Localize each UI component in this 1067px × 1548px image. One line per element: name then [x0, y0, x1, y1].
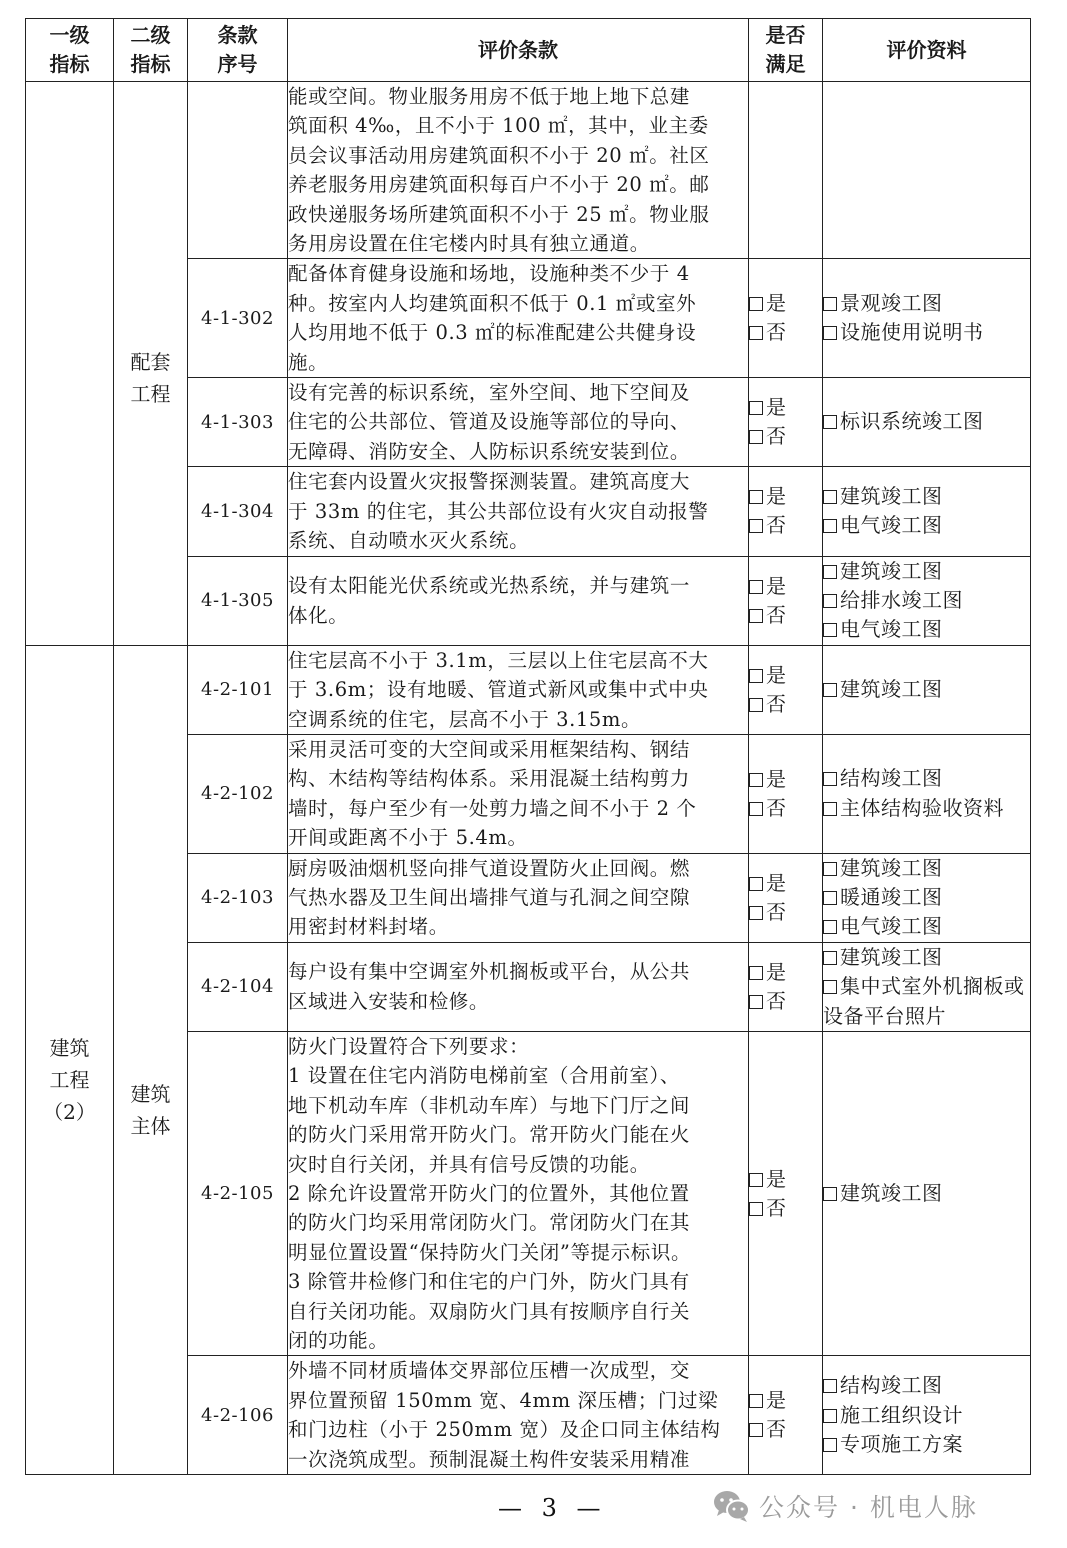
satisfied-cell [749, 1356, 823, 1475]
material-label: 建筑竣工图 [840, 1181, 943, 1206]
checkbox-square-icon[interactable] [823, 772, 837, 786]
clause-line: 种。按室内人均建筑面积不低于 0.1 ㎡或室外 [288, 291, 697, 315]
checkbox-square-icon[interactable] [749, 1423, 763, 1437]
clause-code: 4-2-103 [188, 853, 288, 942]
clause-line: 用密封材料封堵。 [288, 915, 449, 939]
clause-code: 4-2-101 [188, 645, 288, 734]
checkbox-square-icon[interactable] [823, 1187, 837, 1201]
material-checkbox[interactable] [823, 1179, 1030, 1208]
materials-cell [823, 1032, 1031, 1356]
clause-line: 明显位置设置“保持防火门关闭”等提示标识。 [288, 1240, 692, 1264]
material-label: 主体结构验收资料 [840, 795, 1004, 820]
clause-line: 体化。 [288, 603, 349, 627]
checkbox-square-icon[interactable] [749, 609, 763, 623]
clause-code: 4-2-104 [188, 942, 288, 1031]
checkbox-square-icon[interactable] [823, 802, 837, 816]
clause-line: 厨房吸油烟机竖向排气道设置防火止回阀。燃 [288, 856, 691, 880]
clause-line: 外墙不同材质墙体交界部位压槽一次成型，交 [288, 1359, 691, 1383]
checkbox-square-icon[interactable] [823, 1379, 837, 1393]
satisfied-cell [749, 942, 823, 1031]
checkbox-yes-label: 是 [766, 291, 786, 316]
checkbox-yes-label: 是 [766, 870, 786, 895]
clause-text [288, 378, 749, 467]
clause-line: 构、木结构等结构体系。采用混凝土结构剪力 [288, 767, 691, 791]
level2-cell [114, 82, 188, 646]
checkbox-square-icon[interactable] [749, 1394, 763, 1408]
satisfied-cell [749, 467, 823, 556]
level2-label: 配套 [130, 350, 171, 375]
checkbox-yes[interactable] [749, 661, 822, 690]
checkbox-square-icon[interactable] [823, 1409, 837, 1423]
header-materials: 评价资料 [823, 19, 1031, 82]
clause-text [288, 259, 749, 378]
clause-line: 能或空间。物业服务用房不低于地上地下总建 [288, 85, 691, 108]
checkbox-square-icon[interactable] [749, 995, 763, 1009]
level2-cell [114, 645, 188, 1474]
materials-cell [823, 1356, 1031, 1475]
checkbox-square-icon[interactable] [749, 877, 763, 891]
material-checkbox[interactable] [823, 1401, 1030, 1430]
clause-code: 4-1-302 [188, 259, 288, 378]
material-label: 电气竣工图 [840, 513, 943, 538]
clause-code: 4-1-304 [188, 467, 288, 556]
checkbox-square-icon[interactable] [823, 519, 837, 533]
checkbox-square-icon[interactable] [823, 862, 837, 876]
checkbox-square-icon[interactable] [749, 773, 763, 787]
clause-text [288, 1356, 749, 1475]
checkbox-yes[interactable] [749, 482, 822, 511]
clause-line: 和门边柱（小于 250mm 宽）及企口同主体结构 [288, 1418, 721, 1442]
clause-code: 4-1-303 [188, 378, 288, 467]
clause-line: 区域进入安装和检修。 [288, 989, 490, 1013]
material-label: 专项施工方案 [840, 1431, 963, 1456]
clause-line: 筑面积 4‰，且不小于 100 ㎡，其中，业主委 [288, 114, 709, 138]
checkbox-square-icon[interactable] [749, 297, 763, 311]
checkbox-no[interactable] [749, 1194, 822, 1223]
clause-line: 配备体育健身设施和场地，设施种类不少于 4 [288, 262, 690, 286]
checkbox-yes[interactable] [749, 393, 822, 422]
material-label: 标识系统竣工图 [840, 409, 984, 434]
clause-code: 4-1-305 [188, 556, 288, 645]
clause-line: 1 设置在住宅内消防电梯前室（合用前室）、 [288, 1064, 680, 1088]
level2-label: 建筑 [130, 1081, 171, 1106]
material-checkbox[interactable] [823, 318, 1030, 347]
checkbox-square-icon[interactable] [749, 669, 763, 683]
table-row [26, 645, 1031, 734]
clause-text [288, 645, 749, 734]
clause-line: 务用房设置在住宅楼内时具有独立通道。 [288, 232, 650, 256]
page-number: — 3 — [498, 1494, 607, 1522]
materials-cell [823, 734, 1031, 853]
checkbox-square-icon[interactable] [823, 951, 837, 965]
materials-cell [823, 467, 1031, 556]
material-checkbox[interactable] [823, 615, 1030, 644]
table-body [26, 82, 1031, 1475]
material-label: 给排水竣工图 [840, 587, 963, 612]
checkbox-square-icon[interactable] [823, 565, 837, 579]
satisfied-cell [749, 1032, 823, 1356]
header-code: 条款 序号 [188, 19, 288, 82]
material-label: 建筑竣工图 [840, 483, 943, 508]
checkbox-square-icon[interactable] [749, 430, 763, 444]
checkbox-square-icon[interactable] [823, 683, 837, 697]
materials-cell [823, 259, 1031, 378]
clause-code: 4-2-105 [188, 1032, 288, 1356]
satisfied-cell [749, 853, 823, 942]
materials-cell [823, 645, 1031, 734]
checkbox-square-icon[interactable] [823, 297, 837, 311]
material-label: 建筑竣工图 [840, 558, 943, 583]
checkbox-square-icon[interactable] [749, 802, 763, 816]
checkbox-yes-label: 是 [766, 1166, 786, 1191]
watermark [713, 1488, 978, 1524]
checkbox-square-icon[interactable] [749, 698, 763, 712]
checkbox-yes-label: 是 [766, 484, 786, 509]
checkbox-no[interactable] [749, 794, 822, 823]
checkbox-yes-label: 是 [766, 573, 786, 598]
checkbox-no-label: 否 [766, 691, 786, 716]
checkbox-square-icon[interactable] [823, 1438, 837, 1452]
checkbox-no[interactable] [749, 318, 822, 347]
checkbox-square-icon[interactable] [749, 966, 763, 980]
table-row [26, 82, 1031, 259]
checkbox-no-label: 否 [766, 513, 786, 538]
checkbox-no[interactable] [749, 422, 822, 451]
checkbox-no-label: 否 [766, 424, 786, 449]
clause-line: 3 除管井检修门和住宅的户门外，防火门具有 [288, 1270, 690, 1294]
checkbox-square-icon[interactable] [749, 326, 763, 340]
checkbox-yes[interactable] [749, 1165, 822, 1194]
checkbox-square-icon[interactable] [749, 401, 763, 415]
checkbox-square-icon[interactable] [749, 490, 763, 504]
checkbox-square-icon[interactable] [823, 623, 837, 637]
checkbox-square-icon[interactable] [749, 580, 763, 594]
clause-line: 地下机动车库（非机动车库）与地下门厅之间 [288, 1093, 691, 1117]
clause-line: 住宅的公共部位、管道及设施等部位的导向、 [288, 410, 691, 434]
level1-label: 工程 [49, 1067, 90, 1092]
material-label: 电气竣工图 [840, 617, 943, 642]
material-checkbox[interactable] [823, 912, 1030, 941]
materials-cell [823, 82, 1031, 259]
watermark-text: 公众号 · 机电人脉 [759, 1493, 978, 1522]
checkbox-yes-label: 是 [766, 959, 786, 984]
material-checkbox[interactable] [823, 883, 1030, 912]
checkbox-no-label: 否 [766, 1195, 786, 1220]
clause-code: 4-2-102 [188, 734, 288, 853]
material-checkbox[interactable] [823, 289, 1030, 318]
checkbox-no-label: 否 [766, 899, 786, 924]
clause-text [288, 853, 749, 942]
checkbox-square-icon[interactable] [823, 980, 837, 994]
materials-cell [823, 378, 1031, 467]
clause-line: 闭的功能。 [288, 1329, 389, 1353]
clause-line: 政快递服务场所建筑面积不小于 25 ㎡。物业服 [288, 202, 710, 226]
header-clause: 评价条款 [288, 19, 749, 82]
clause-line: 空调系统的住宅，层高不小于 3.15m。 [288, 707, 642, 731]
material-label: 集中式室外机搁板或设备平台照片 [823, 974, 1025, 1028]
clause-code [188, 82, 288, 259]
checkbox-yes-label: 是 [766, 766, 786, 791]
material-label: 电气竣工图 [840, 914, 943, 939]
header-level1: 一级 指标 [26, 19, 114, 82]
checkbox-yes[interactable] [749, 1386, 822, 1415]
material-checkbox[interactable] [823, 794, 1030, 823]
material-label: 景观竣工图 [840, 290, 943, 315]
evaluation-table [25, 18, 1031, 1475]
material-label: 建筑竣工图 [840, 855, 943, 880]
material-checkbox[interactable] [823, 675, 1030, 704]
satisfied-cell [749, 82, 823, 259]
checkbox-square-icon[interactable] [823, 326, 837, 340]
clause-text [288, 556, 749, 645]
clause-line: 住宅套内设置火灾报警探测装置。建筑高度大 [288, 470, 691, 494]
material-checkbox[interactable] [823, 586, 1030, 615]
checkbox-no[interactable] [749, 987, 822, 1016]
material-label: 建筑竣工图 [840, 677, 943, 702]
material-checkbox[interactable] [823, 407, 1030, 436]
clause-text [288, 734, 749, 853]
clause-line: 于 3.6m；设有地暖、管道式新风或集中式中央 [288, 678, 709, 702]
checkbox-yes[interactable] [749, 765, 822, 794]
material-checkbox[interactable] [823, 1430, 1030, 1459]
checkbox-yes[interactable] [749, 958, 822, 987]
clause-line: 系统、自动喷水灭火系统。 [288, 529, 530, 553]
checkbox-square-icon[interactable] [823, 594, 837, 608]
clause-text [288, 82, 749, 259]
checkbox-no[interactable] [749, 601, 822, 630]
clause-line: 墙时，每户至少有一处剪力墙之间不小于 2 个 [288, 796, 697, 820]
satisfied-cell [749, 259, 823, 378]
clause-line: 无障碍、消防安全、人防标识系统安装到位。 [288, 439, 691, 463]
material-checkbox[interactable] [823, 972, 1030, 1031]
material-label: 结构竣工图 [840, 1373, 943, 1398]
clause-line: 开间或距离不小于 5.4m。 [288, 826, 528, 850]
material-label: 设施使用说明书 [840, 320, 984, 345]
level1-label: （2） [43, 1099, 96, 1124]
level2-label: 主体 [130, 1113, 171, 1138]
checkbox-square-icon[interactable] [749, 1202, 763, 1216]
checkbox-yes[interactable] [749, 289, 822, 318]
checkbox-square-icon[interactable] [749, 1173, 763, 1187]
checkbox-yes-label: 是 [766, 1388, 786, 1413]
checkbox-no-label: 否 [766, 988, 786, 1013]
clause-line: 设有完善的标识系统，室外空间、地下空间及 [288, 381, 691, 405]
materials-cell [823, 853, 1031, 942]
material-label: 结构竣工图 [840, 766, 943, 791]
checkbox-square-icon[interactable] [749, 906, 763, 920]
clause-line: 设有太阳能光伏系统或光热系统，并与建筑一 [288, 574, 691, 598]
level2-label: 工程 [130, 382, 171, 407]
checkbox-no-label: 否 [766, 795, 786, 820]
clause-text [288, 942, 749, 1031]
checkbox-no-label: 否 [766, 602, 786, 627]
checkbox-yes-label: 是 [766, 662, 786, 687]
satisfied-cell [749, 734, 823, 853]
header-satisfied: 是否 满足 [749, 19, 823, 82]
clause-line: 防火门设置符合下列要求： [288, 1035, 530, 1058]
materials-cell [823, 556, 1031, 645]
clause-line: 界位置预留 150mm 宽、4mm 深压槽；门过梁 [288, 1388, 719, 1412]
clause-line: 一次浇筑成型。预制混凝土构件安装采用精准 [288, 1447, 691, 1471]
checkbox-no-label: 否 [766, 320, 786, 345]
satisfied-cell [749, 556, 823, 645]
checkbox-yes[interactable] [749, 572, 822, 601]
checkbox-no[interactable] [749, 511, 822, 540]
checkbox-square-icon[interactable] [823, 415, 837, 429]
clause-line: 员会议事活动用房建筑面积不小于 20 ㎡。社区 [288, 143, 710, 167]
clause-line: 施。 [288, 350, 329, 374]
clause-line: 人均用地不低于 0.3 ㎡的标准配建公共健身设 [288, 321, 697, 345]
checkbox-yes[interactable] [749, 869, 822, 898]
checkbox-no[interactable] [749, 1415, 822, 1444]
level1-label: 建筑 [49, 1035, 90, 1060]
clause-line: 自行关闭功能。双扇防火门具有按顺序自行关 [288, 1299, 691, 1323]
header-level2: 二级 指标 [114, 19, 188, 82]
checkbox-no[interactable] [749, 898, 822, 927]
material-checkbox[interactable] [823, 764, 1030, 793]
clause-text [288, 467, 749, 556]
level1-cell [26, 82, 114, 646]
clause-line: 采用灵活可变的大空间或采用框架结构、钢结 [288, 737, 691, 761]
clause-line: 灾时自行关闭，并具有信号反馈的功能。 [288, 1152, 650, 1176]
table-header-row [26, 19, 1031, 82]
clause-line: 的防火门均采用常闭防火门。常闭防火门在其 [288, 1211, 691, 1235]
clause-line: 的防火门采用常开防火门。常开防火门能在火 [288, 1123, 691, 1147]
material-label: 暖通竣工图 [840, 884, 943, 909]
clause-text [288, 1032, 749, 1356]
material-label: 施工组织设计 [840, 1402, 963, 1427]
clause-line: 气热水器及卫生间出墙排气道与孔洞之间空隙 [288, 885, 691, 909]
satisfied-cell [749, 645, 823, 734]
clause-line: 2 除允许设置常开防火门的位置外，其他位置 [288, 1182, 690, 1206]
checkbox-yes-label: 是 [766, 395, 786, 420]
material-checkbox[interactable] [823, 482, 1030, 511]
clause-line: 每户设有集中空调室外机搁板或平台，从公共 [288, 960, 691, 984]
checkbox-square-icon[interactable] [823, 891, 837, 905]
clause-code: 4-2-106 [188, 1356, 288, 1475]
material-checkbox[interactable] [823, 854, 1030, 883]
wechat-icon [713, 1489, 751, 1523]
satisfied-cell [749, 378, 823, 467]
clause-line: 养老服务用房建筑面积每百户不小于 20 ㎡。邮 [288, 173, 710, 197]
materials-cell [823, 942, 1031, 1031]
clause-line: 于 33m 的住宅，其公共部位设有火灾自动报警 [288, 499, 709, 523]
checkbox-square-icon[interactable] [823, 490, 837, 504]
clause-line: 住宅层高不小于 3.1m，三层以上住宅层高不大 [288, 648, 709, 672]
checkbox-square-icon[interactable] [823, 920, 837, 934]
material-checkbox[interactable] [823, 1371, 1030, 1400]
material-checkbox[interactable] [823, 557, 1030, 586]
material-checkbox[interactable] [823, 511, 1030, 540]
level1-cell [26, 645, 114, 1474]
material-label: 建筑竣工图 [840, 944, 943, 969]
checkbox-square-icon[interactable] [749, 519, 763, 533]
checkbox-no[interactable] [749, 690, 822, 719]
material-checkbox[interactable] [823, 943, 1030, 972]
checkbox-no-label: 否 [766, 1417, 786, 1442]
